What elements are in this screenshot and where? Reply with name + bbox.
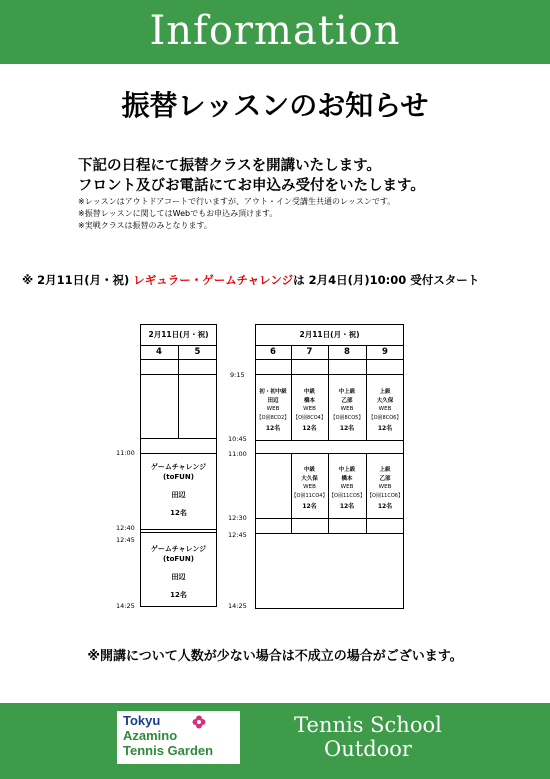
time-label: 14:25 [116, 602, 135, 610]
lesson-level: 上級 [379, 389, 391, 395]
lesson-level: 初・初中級 [259, 389, 287, 395]
lesson-subtitle: (toFUN) [163, 473, 194, 481]
court-5-header: 5 [194, 347, 201, 357]
lesson-coach: 乙部 [379, 475, 391, 482]
game-challenge-lesson [140, 462, 217, 518]
lesson-code: 【O園8CO4】 [293, 414, 326, 421]
lesson-code: 【O園8CD2】 [256, 414, 290, 421]
announcement-prefix: ※ 2月11日(月・祝) [22, 273, 134, 287]
lesson-code: 【O園11CO5】 [329, 492, 365, 499]
lesson-title: ゲームチャレンジ [150, 463, 207, 471]
lesson-cell [328, 388, 366, 434]
footer-line-1: Tennis School [294, 713, 442, 737]
time-label: 11:00 [116, 449, 135, 457]
court-8-header: 8 [344, 347, 350, 357]
time-label: 12:45 [228, 531, 247, 539]
lesson-coach: 田辺 [171, 491, 186, 499]
divider [178, 345, 179, 439]
lesson-web: WEB [378, 484, 392, 490]
footer-line-2: Outdoor [324, 737, 412, 761]
divider [255, 518, 404, 519]
lesson-capacity: 12名 [339, 503, 355, 510]
lesson-web: WEB [266, 406, 280, 412]
divider [255, 533, 404, 534]
game-challenge-lesson [140, 544, 217, 600]
divider [255, 359, 404, 360]
time-label: 11:00 [228, 450, 247, 458]
divider [255, 440, 404, 441]
page-title: 振替レッスンのお知らせ [121, 89, 429, 122]
lesson-level: 上級 [379, 467, 391, 473]
lesson-code: 【O園11CO6】 [367, 492, 403, 499]
lesson-coach: 橋本 [341, 475, 353, 482]
lesson-capacity: 12名 [302, 503, 317, 510]
divider [255, 374, 404, 375]
lesson-capacity: 12名 [265, 425, 281, 432]
lesson-web: WEB [378, 406, 392, 412]
court-9-header: 9 [382, 347, 388, 357]
lesson-code: 【O園8CO6】 [368, 414, 402, 421]
court-4-header: 4 [156, 347, 162, 357]
court-7-header: 7 [306, 347, 313, 357]
lesson-cell [328, 466, 366, 512]
lesson-web: WEB [303, 484, 316, 490]
lesson-capacity: 12名 [170, 509, 187, 517]
time-label: 10:45 [228, 435, 247, 443]
announcement-suffix: は 2月4日(月)10:00 受付スタート [293, 273, 480, 287]
lesson-title: ゲームチャレンジ [150, 545, 207, 553]
divider [140, 532, 217, 533]
lesson-code: 【O園8CO5】 [330, 414, 364, 421]
lesson-coach: 田辺 [171, 573, 186, 581]
lesson-code: 【O園11CO4】 [291, 492, 328, 499]
lesson-web: WEB [340, 406, 354, 412]
intro-line-2: フロント及びお電話にてお申込み受付をいたします。 [78, 178, 425, 194]
note-3: ※実戦クラスは振替のみとなります。 [78, 221, 212, 230]
time-label: 9:15 [230, 371, 245, 379]
divider [255, 345, 404, 346]
lesson-cell [366, 388, 404, 434]
footer-school-name [258, 713, 478, 761]
lesson-capacity: 12名 [302, 425, 317, 432]
logo-line-3: Tennis Garden [123, 743, 214, 758]
footer-note: ※開講について人数が少ない場合は不成立の場合がございます。 [87, 649, 463, 664]
lesson-cell [291, 466, 328, 512]
lesson-subtitle: (toFUN) [163, 555, 194, 563]
lesson-cell [255, 388, 291, 434]
lesson-level: 中級 [303, 467, 315, 473]
lesson-coach: 大久保 [376, 397, 394, 404]
lesson-capacity: 12名 [339, 425, 355, 432]
time-label: 14:25 [228, 602, 247, 610]
lesson-web: WEB [340, 484, 354, 490]
divider [255, 453, 404, 454]
flower-icon [192, 715, 206, 729]
note-2: ※振替レッスンに関してはWebでもお申込み頂けます。 [78, 209, 278, 218]
lesson-capacity: 12名 [377, 425, 393, 432]
lesson-web: WEB [303, 406, 316, 412]
note-1: ※レッスンはアウトドアコートで行いますが、アウト・イン受講生共通のレッスンです。 [78, 197, 396, 206]
divider [140, 529, 217, 530]
logo-line-2: Azamino [123, 728, 178, 743]
left-table-date: 2月11日(月・祝) [148, 330, 209, 339]
header-title: Information [149, 8, 401, 54]
lesson-capacity: 12名 [170, 591, 187, 599]
lesson-level: 中級 [303, 389, 315, 395]
logo-line-1: Tokyu [123, 713, 161, 728]
time-label: 12:40 [116, 524, 135, 532]
header-banner [0, 0, 550, 64]
time-label: 12:30 [228, 514, 247, 522]
lesson-level: 中上級 [338, 467, 356, 473]
lesson-cell [366, 466, 404, 512]
time-label: 12:45 [116, 536, 135, 544]
tokyu-azamino-logo [117, 711, 240, 764]
divider [140, 453, 217, 454]
lesson-level: 中上級 [338, 389, 356, 395]
lesson-coach: 大久保 [301, 475, 318, 482]
footer-banner [0, 703, 550, 779]
lesson-coach: 乙部 [341, 397, 353, 404]
announcement-highlight: レギュラー・ゲームチャレンジ [133, 273, 294, 287]
intro-block [78, 156, 518, 232]
lesson-capacity: 12名 [377, 503, 393, 510]
announcement [22, 272, 479, 288]
lesson-cell [291, 388, 328, 434]
intro-line-1: 下記の日程にて振替クラスを開講いたします。 [78, 158, 381, 174]
lesson-coach: 田辺 [267, 397, 279, 404]
court-6-header: 6 [270, 347, 276, 357]
lesson-coach: 橋本 [303, 397, 315, 404]
right-table-date: 2月11日(月・祝) [299, 330, 360, 339]
